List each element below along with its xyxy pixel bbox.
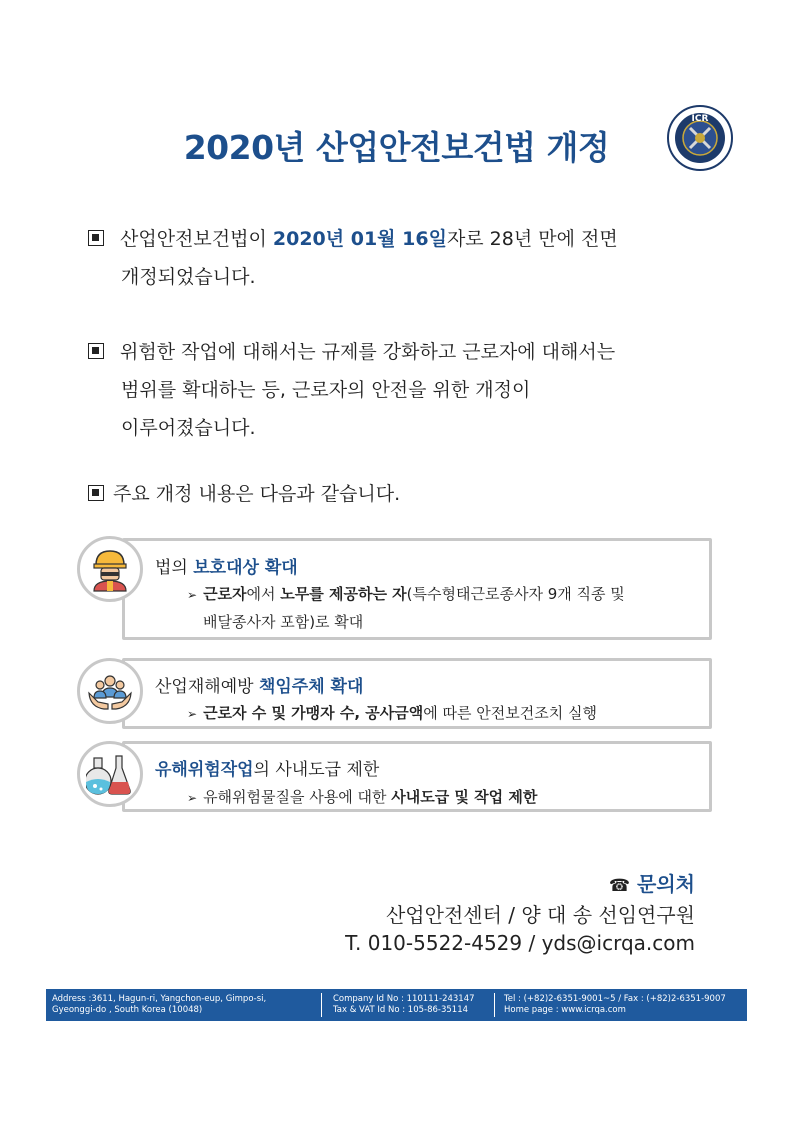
summary-intro: 주요 개정 내용은 다음과 같습니다.: [88, 475, 400, 513]
phone-icon: ☎: [608, 876, 631, 896]
purpose-paragraph: 위험한 작업에 대해서는 규제를 강화하고 근로자에 대해서는 범위를 확대하는 등, 근로자의 안전을 위한 개정이 이루어졌습니다.: [88, 333, 615, 447]
svg-text:ICR: ICR: [691, 114, 709, 124]
square-bullet-icon: [88, 485, 104, 501]
footer-contact: Tel : (+82)2-6351-9001~5 / Fax : (+82)2-6351-9007 Home page : www.icrqa.com: [504, 994, 726, 1015]
arrow-bullet-icon: ➢: [187, 588, 198, 602]
arrow-bullet-icon: ➢: [187, 707, 198, 721]
page-title: 2020년 산업안전보건법 개정: [183, 128, 610, 167]
footer-divider: [321, 993, 322, 1017]
intro-paragraph: 산업안전보건법이 2020년 01월 16일자로 28년 만에 전면 개정되었습니다.: [88, 220, 618, 296]
revision-box-responsibility: 산업재해예방 책임주체 확대 ➢ 근로자 수 및 가맹자 수, 공사금액에 따른 안전보건조치 실행: [122, 658, 712, 729]
square-bullet-icon: [88, 230, 104, 246]
box-heading-bold: 보호대상 확대: [193, 558, 298, 578]
square-bullet-icon: [88, 343, 104, 359]
footer-company-ids: Company Id No : 110111-243147 Tax & VAT Id No : 105-86-35114: [333, 994, 475, 1015]
chemical-flask-icon: [77, 741, 143, 807]
footer-address: Address :3611, Hagun-ri, Yangchon-eup, Gimpo-si, Gyeonggi-do , South Korea (10048): [52, 994, 267, 1015]
footer-bar: [46, 989, 747, 1021]
contact-person: 산업안전센터 / 양 대 송 선임연구원: [385, 903, 695, 927]
revision-box-protection: 법의 보호대상 확대 ➢ 근로자에서 노무를 제공하는 자(특수형태근로종사자 9개 직종 및 배달종사자 포함)로 확대: [122, 538, 712, 640]
worker-icon: [77, 536, 143, 602]
icr-logo: [666, 104, 734, 172]
box-heading-bold: 책임주체 확대: [258, 677, 364, 697]
arrow-bullet-icon: ➢: [187, 791, 198, 805]
footer-divider: [494, 993, 495, 1017]
effective-date: 2020년 01월 16일: [272, 228, 447, 250]
revision-box-subcontract: 유해위험작업의 사내도급 제한 ➢ 유해위험물질을 사용에 대한 사내도급 및 작업 제한: [122, 741, 712, 812]
box-heading-bold: 유해위험작업: [155, 760, 254, 780]
contact-phone-email: T. 010-5522-4529 / yds@icrqa.com: [345, 931, 695, 955]
hands-people-icon: [77, 658, 143, 724]
contact-label: ☎ 문의처: [608, 872, 695, 896]
